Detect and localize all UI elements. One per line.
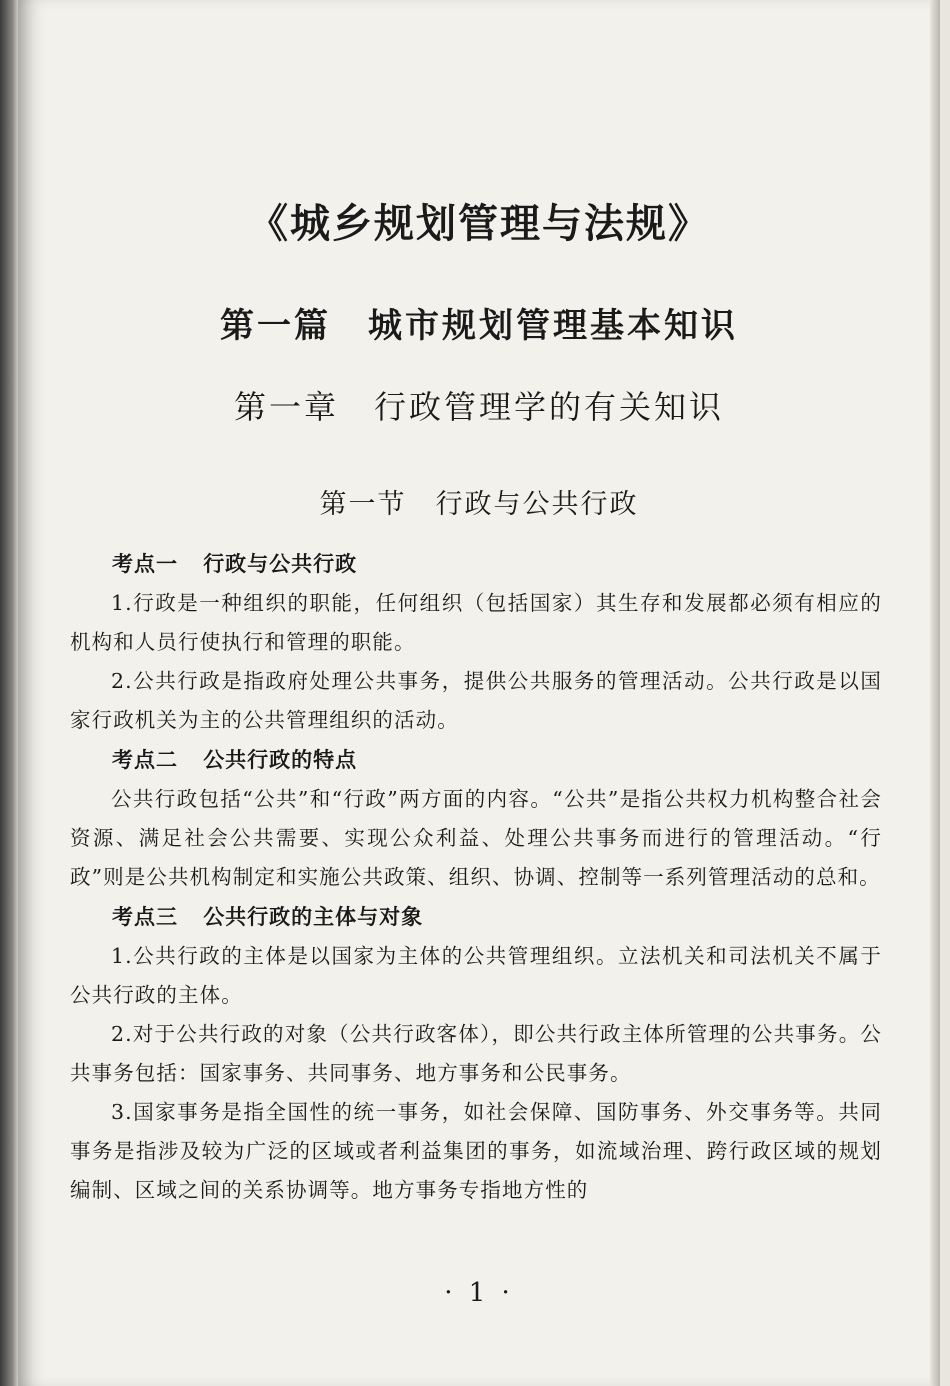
section-title: 第一节 行政与公共行政 [319, 489, 639, 520]
exam-point-title: 公共行政的主体与对象 [203, 904, 424, 929]
paragraph: 3.国家事务是指全国性的统一事务，如社会保障、国防事务、外交事务等。共同事务是指涉及较为广泛的区域或者利益集团的事务，如流域治理、跨行政区域的规划编制、区域之间的关系协调等。地方事务专指地方性的 [70, 1100, 882, 1202]
paragraph: 2.公共行政是指政府处理公共事务，提供公共服务的管理活动。公共行政是以国家行政机关为主的公共管理组织的活动。 [70, 669, 882, 732]
page-number: · 1 · [444, 1278, 514, 1308]
exam-point-label: 考点三 [112, 904, 178, 929]
exam-point-title: 行政与公共行政 [203, 551, 358, 576]
paragraph: 2.对于公共行政的对象（公共行政客体），即公共行政主体所管理的公共事务。公共事务包括：国家事务、共同事务、地方事务和公民事务。 [70, 1022, 882, 1085]
page-body [70, 544, 882, 1210]
exam-point-heading-3 [70, 897, 882, 937]
paragraph: 1.公共行政的主体是以国家为主体的公共管理组织。立法机关和司法机关不属于公共行政的主体。 [70, 944, 882, 1007]
part-title: 第一篇 城市规划管理基本知识 [220, 306, 738, 346]
paragraph: 公共行政包括“公共”和“行政”两方面的内容。“公共”是指公共权力机构整合社会资源、满足社会公共需要、实现公众利益、处理公共事务而进行的管理活动。“行政”则是公共机构制定和实施公共政策、组织、协调、控制等一系列管理活动的总和。 [70, 787, 882, 889]
exam-point-heading-1 [70, 544, 882, 584]
scan-binding-shadow [0, 0, 18, 1386]
exam-point-title: 公共行政的特点 [203, 747, 358, 772]
exam-point-label: 考点一 [112, 551, 178, 576]
exam-point-label: 考点二 [112, 747, 178, 772]
exam-point-heading-2 [70, 740, 882, 780]
paragraph: 1.行政是一种组织的职能，任何组织（包括国家）其生存和发展都必须有相应的机构和人员行使执行和管理的职能。 [70, 591, 882, 654]
scan-right-edge [930, 0, 940, 1386]
chapter-title: 第一章 行政管理学的有关知识 [233, 388, 724, 426]
book-page [18, 0, 940, 1386]
book-title: 《城乡规划管理与法规》 [248, 200, 710, 247]
